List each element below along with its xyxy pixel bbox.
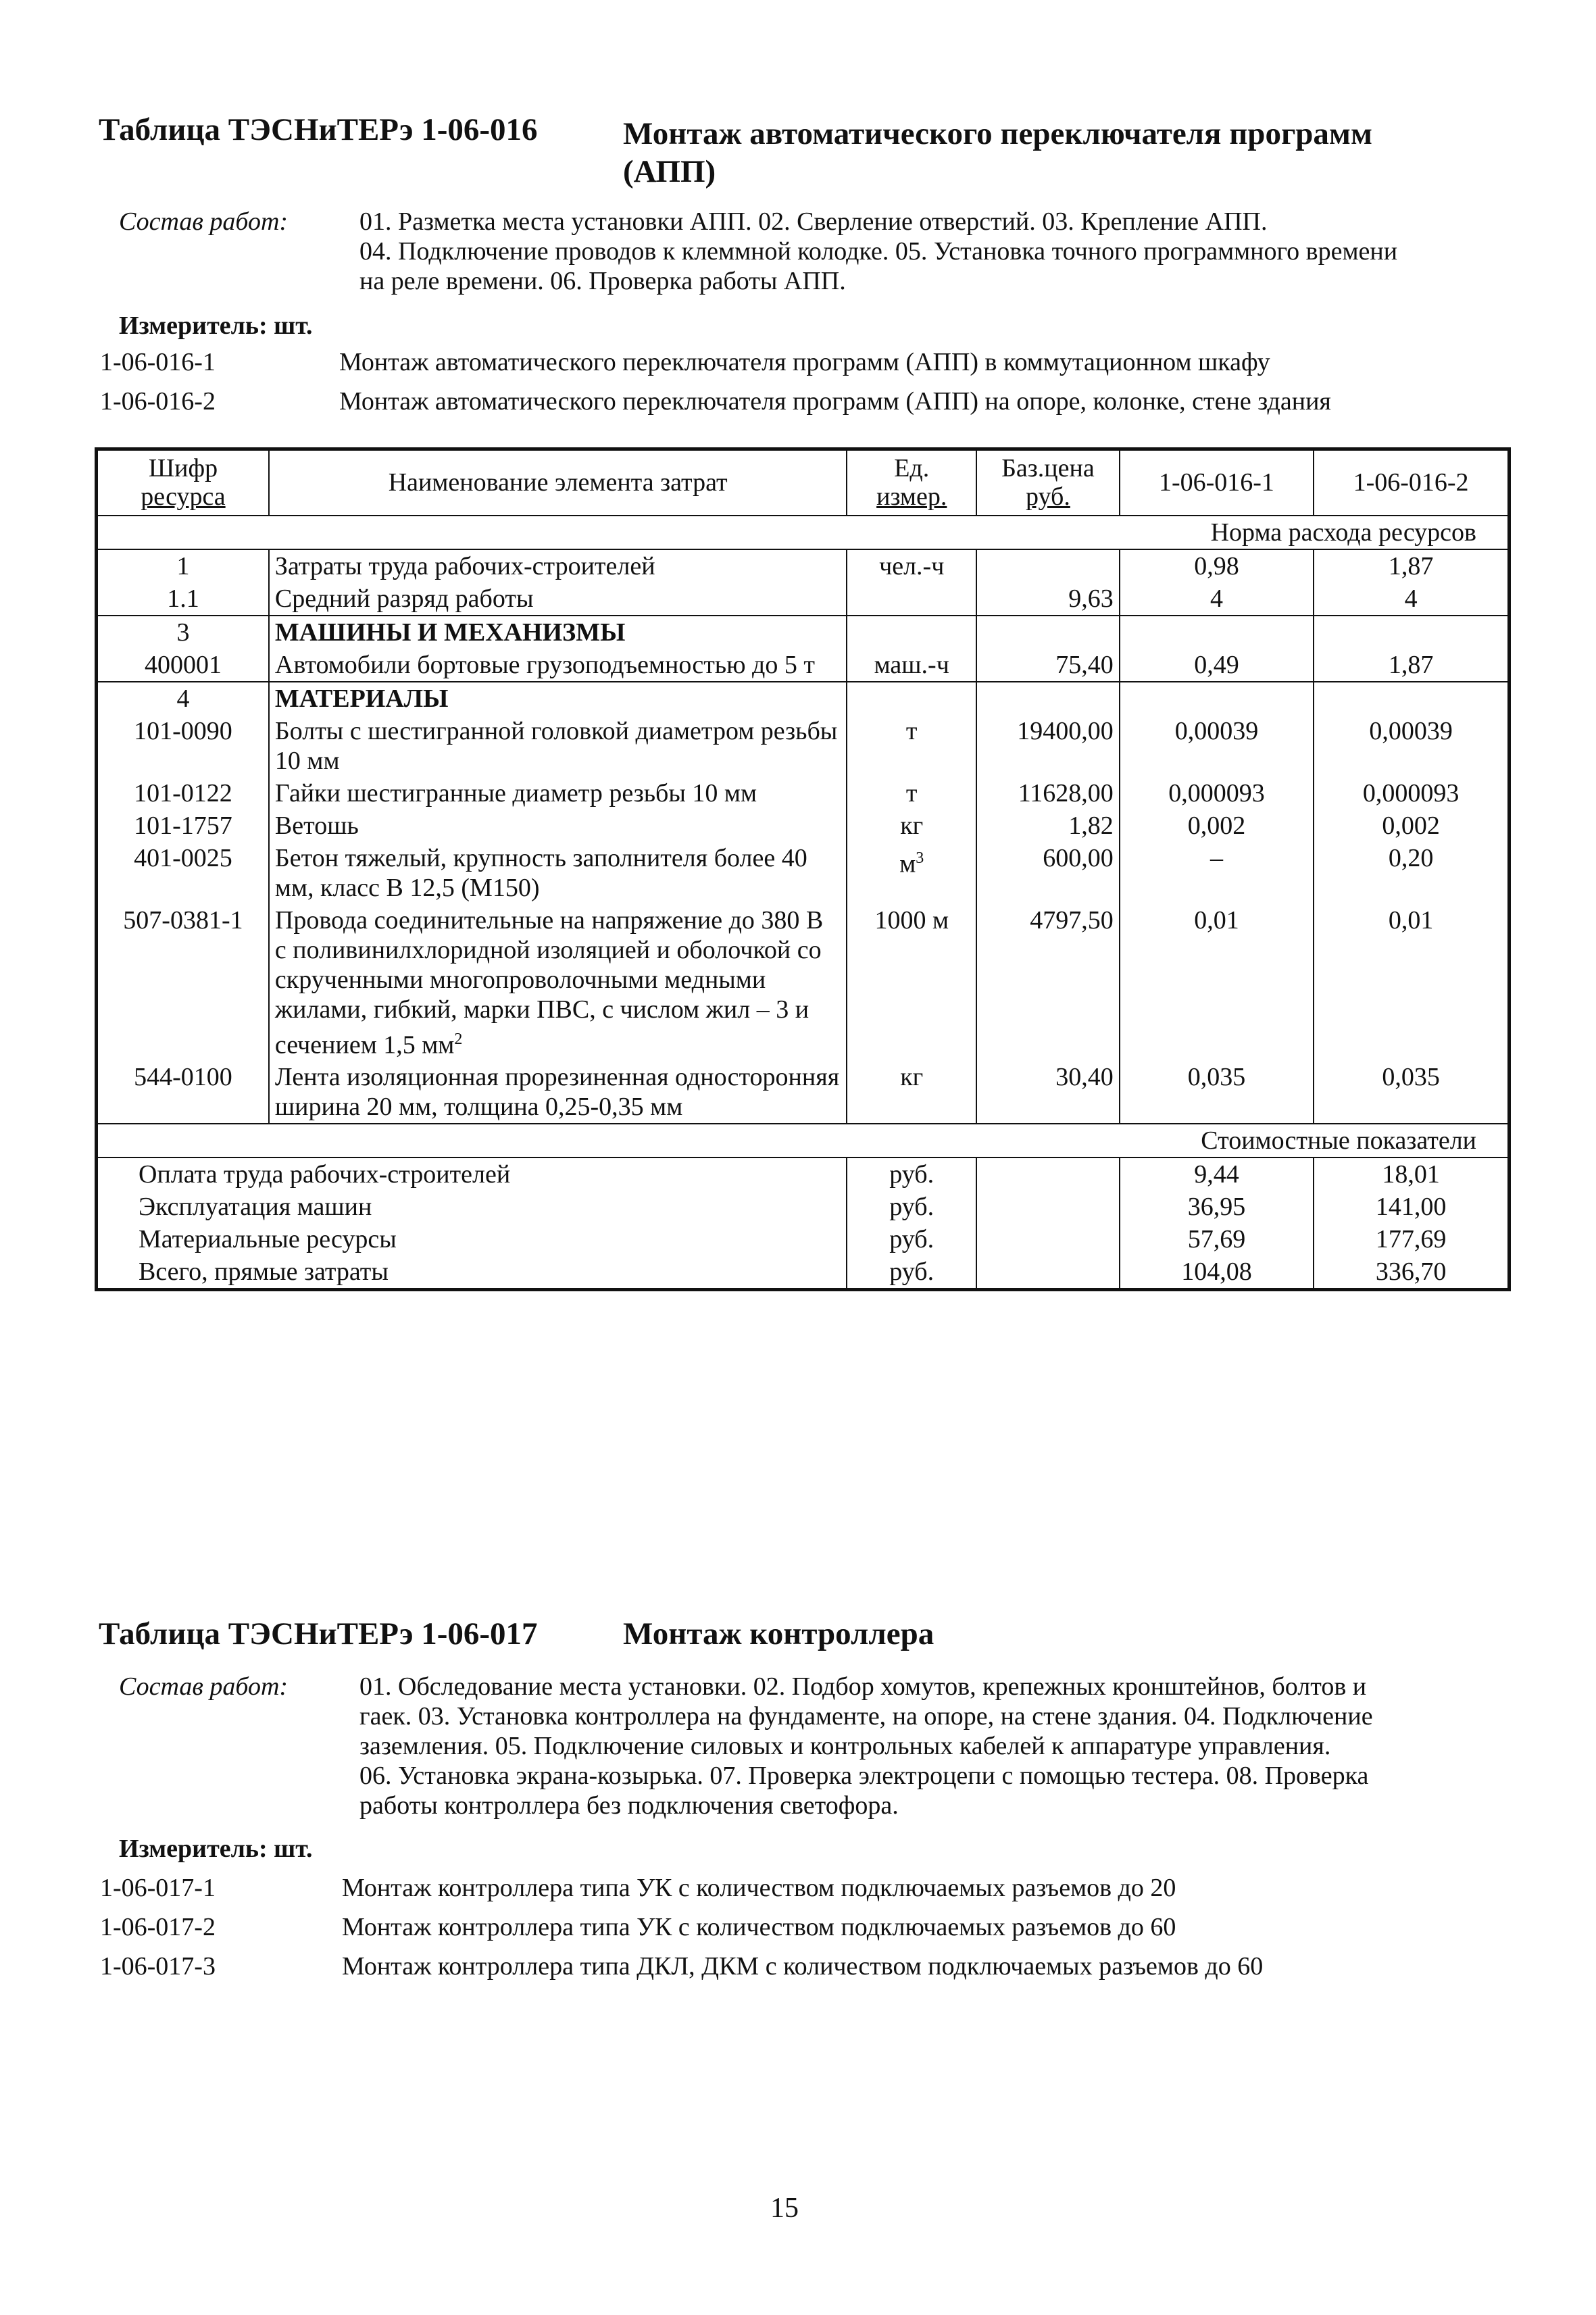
cell-code: 401-0025	[97, 842, 269, 904]
table-row	[97, 904, 1510, 1062]
cell-unit: маш.-ч	[847, 649, 976, 682]
cell-unit	[847, 842, 976, 904]
table-row	[97, 1061, 1510, 1124]
table-row	[97, 549, 1510, 582]
cell-code: 101-1757	[97, 810, 269, 842]
works-label: Состав работ:	[119, 207, 289, 236]
cost-price	[976, 1158, 1120, 1191]
header-name: Наименование элемента затрат	[269, 449, 847, 516]
resource-table	[95, 447, 1511, 1291]
cell-price: 19400,00	[976, 715, 1120, 777]
header-col1: 1-06-016-1	[1120, 449, 1314, 516]
cost-name: Материальные ресурсы	[97, 1223, 847, 1255]
table-row	[97, 616, 1510, 649]
cell-price: 75,40	[976, 649, 1120, 682]
norm-section-row	[97, 516, 1510, 549]
cell-price	[976, 616, 1120, 649]
table-row	[97, 582, 1510, 616]
cell-value-1: 0,01	[1120, 904, 1314, 1062]
cost-value-2: 141,00	[1314, 1191, 1509, 1223]
cell-value-2: 0,00039	[1314, 715, 1509, 777]
cell-name: МАШИНЫ И МЕХАНИЗМЫ	[269, 616, 847, 649]
header-price-line1: Баз.цена	[1001, 454, 1095, 483]
cost-price	[976, 1255, 1120, 1290]
item-description: Монтаж автоматического переключателя программ (АПП) на опоре, колонке, стене здания	[339, 387, 1331, 416]
cell-code: 101-0122	[97, 777, 269, 810]
header-unit	[847, 449, 976, 516]
measure-unit: Измеритель: шт.	[119, 312, 313, 340]
cell-code: 101-0090	[97, 715, 269, 777]
cost-unit: руб.	[847, 1223, 976, 1255]
cell-code: 1.1	[97, 582, 269, 616]
cell-value-2: 1,87	[1314, 549, 1509, 582]
cost-unit: руб.	[847, 1158, 976, 1191]
cell-price: 4797,50	[976, 904, 1120, 1062]
item-code: 1-06-017-2	[100, 1913, 216, 1941]
works-line: 04. Подключение проводов к клеммной колодке. 05. Установка точного программного времени	[359, 237, 1398, 266]
cost-section-label: Стоимостные показатели	[97, 1124, 1510, 1158]
cell-value-2: 0,002	[1314, 810, 1509, 842]
table-row	[97, 715, 1510, 777]
item-code: 1-06-016-2	[100, 387, 216, 416]
header-unit-line1: Ед.	[894, 454, 930, 483]
header-code-line1: Шифр	[148, 454, 218, 483]
item-description: Монтаж автоматического переключателя программ (АПП) в коммутационном шкафу	[339, 348, 1270, 376]
works-line: 01. Обследование места установки. 02. Подбор хомутов, крепежных кронштейнов, болтов и	[359, 1672, 1367, 1701]
cost-row	[97, 1191, 1510, 1223]
cost-row	[97, 1223, 1510, 1255]
cell-value-2	[1314, 616, 1509, 649]
name-text: Провода соединительные на напряжение до 380 В с поливинилхлоридной изоляцией и оболочкой со скрученными многопроволочными медными жилами, гибкий, марки ПВС, с числом жил – 3 и сечением 1,5 мм	[274, 905, 824, 1060]
cost-value-1: 57,69	[1120, 1223, 1314, 1255]
cost-price	[976, 1191, 1120, 1223]
page-number: 15	[770, 2193, 799, 2224]
table-title-code: Таблица ТЭСНиТЕРэ 1-06-016	[99, 112, 538, 147]
unit-superscript: 3	[916, 849, 924, 867]
cost-row	[97, 1255, 1510, 1290]
header-code-line2: ресурса	[141, 482, 226, 512]
works-line: заземления. 05. Подключение силовых и контрольных кабелей к аппаратуре управления.	[359, 1732, 1331, 1760]
cell-name: Автомобили бортовые грузоподъемностью до 5 т	[269, 649, 847, 682]
cell-price: 9,63	[976, 582, 1120, 616]
cost-value-2: 177,69	[1314, 1223, 1509, 1255]
works-line: работы контроллера без подключения светофора.	[359, 1791, 899, 1820]
cell-unit: кг	[847, 1061, 976, 1124]
cell-value-2: 4	[1314, 582, 1509, 616]
measure-unit: Измеритель: шт.	[119, 1835, 313, 1863]
cell-value-1: –	[1120, 842, 1314, 904]
header-price	[976, 449, 1120, 516]
cost-value-1: 104,08	[1120, 1255, 1314, 1290]
cell-code: 4	[97, 682, 269, 715]
cost-name: Всего, прямые затраты	[97, 1255, 847, 1290]
cell-name: Средний разряд работы	[269, 582, 847, 616]
cost-section-row	[97, 1124, 1510, 1158]
works-line: 06. Установка экрана-козырька. 07. Проверка электроцепи с помощью тестера. 08. Проверка	[359, 1762, 1369, 1790]
cell-price: 1,82	[976, 810, 1120, 842]
cell-value-1: 0,000093	[1120, 777, 1314, 810]
cell-unit: кг	[847, 810, 976, 842]
cell-unit	[847, 616, 976, 649]
header-col2: 1-06-016-2	[1314, 449, 1509, 516]
unit-text: м	[899, 849, 916, 878]
cell-value-2	[1314, 682, 1509, 715]
cell-value-1	[1120, 682, 1314, 715]
cell-code: 544-0100	[97, 1061, 269, 1124]
cell-name: Болты с шестигранной головкой диаметром резьбы 10 мм	[269, 715, 847, 777]
cell-price	[976, 682, 1120, 715]
cell-name: Бетон тяжелый, крупность заполнителя более 40 мм, класс В 12,5 (М150)	[269, 842, 847, 904]
cell-unit: т	[847, 777, 976, 810]
cell-value-1: 4	[1120, 582, 1314, 616]
works-label: Состав работ:	[119, 1672, 289, 1701]
table-title-code: Таблица ТЭСНиТЕРэ 1-06-017	[99, 1616, 538, 1651]
cell-unit	[847, 682, 976, 715]
cost-value-1: 36,95	[1120, 1191, 1314, 1223]
cell-value-2: 0,20	[1314, 842, 1509, 904]
cost-unit: руб.	[847, 1191, 976, 1223]
cell-value-1: 0,035	[1120, 1061, 1314, 1124]
table-row	[97, 649, 1510, 682]
table-title-text: Монтаж автоматического переключателя программ	[623, 116, 1372, 151]
works-line: 01. Разметка места установки АПП. 02. Сверление отверстий. 03. Крепление АПП.	[359, 207, 1268, 236]
item-code: 1-06-016-1	[100, 348, 216, 376]
cell-price: 11628,00	[976, 777, 1120, 810]
cell-code: 400001	[97, 649, 269, 682]
table-title-text: Монтаж контроллера	[623, 1616, 934, 1651]
table-row	[97, 842, 1510, 904]
cost-name: Оплата труда рабочих-строителей	[97, 1158, 847, 1191]
cell-price	[976, 549, 1120, 582]
item-description: Монтаж контроллера типа ДКЛ, ДКМ с количеством подключаемых разъемов до 60	[342, 1952, 1264, 1981]
item-code: 1-06-017-1	[100, 1874, 216, 1902]
cell-name: Ветошь	[269, 810, 847, 842]
cell-value-1	[1120, 616, 1314, 649]
cell-code: 3	[97, 616, 269, 649]
cost-value-1: 9,44	[1120, 1158, 1314, 1191]
works-line: гаек. 03. Установка контроллера на фундаменте, на опоре, на стене здания. 04. Подключение	[359, 1702, 1373, 1731]
table-row	[97, 682, 1510, 715]
cell-unit	[847, 582, 976, 616]
item-description: Монтаж контроллера типа УК с количеством подключаемых разъемов до 20	[342, 1874, 1176, 1902]
cell-price: 600,00	[976, 842, 1120, 904]
name-superscript: 2	[454, 1030, 463, 1048]
works-line: на реле времени. 06. Проверка работы АПП.	[359, 267, 846, 295]
cell-value-2: 0,01	[1314, 904, 1509, 1062]
cell-value-1: 0,98	[1120, 549, 1314, 582]
cost-value-2: 18,01	[1314, 1158, 1509, 1191]
works-description	[359, 1672, 1508, 1820]
table-title-text-line2: (АПП)	[623, 154, 716, 189]
cost-row	[97, 1158, 1510, 1191]
cost-name: Эксплуатация машин	[97, 1191, 847, 1223]
cell-unit: 1000 м	[847, 904, 976, 1062]
header-unit-line2: измер.	[876, 482, 947, 512]
table-row	[97, 810, 1510, 842]
cell-name: Лента изоляционная прорезиненная односторонняя ширина 20 мм, толщина 0,25-0,35 мм	[269, 1061, 847, 1124]
cell-value-2: 0,035	[1314, 1061, 1509, 1124]
item-description: Монтаж контроллера типа УК с количеством подключаемых разъемов до 60	[342, 1913, 1176, 1941]
item-code: 1-06-017-3	[100, 1952, 216, 1981]
cell-unit: т	[847, 715, 976, 777]
cell-name: Затраты труда рабочих-строителей	[269, 549, 847, 582]
cell-value-1: 0,00039	[1120, 715, 1314, 777]
table-header-row	[97, 449, 1510, 516]
header-code	[97, 449, 269, 516]
table-row	[97, 777, 1510, 810]
cell-code: 1	[97, 549, 269, 582]
cell-name	[269, 904, 847, 1062]
cell-name: МАТЕРИАЛЫ	[269, 682, 847, 715]
cell-value-1: 0,002	[1120, 810, 1314, 842]
header-price-line2: руб.	[1025, 482, 1070, 512]
cost-price	[976, 1223, 1120, 1255]
cell-price: 30,40	[976, 1061, 1120, 1124]
cost-value-2: 336,70	[1314, 1255, 1509, 1290]
cell-value-2: 1,87	[1314, 649, 1509, 682]
norm-section-label: Норма расхода ресурсов	[97, 516, 1510, 549]
cell-code: 507-0381-1	[97, 904, 269, 1062]
cell-value-2: 0,000093	[1314, 777, 1509, 810]
cell-value-1: 0,49	[1120, 649, 1314, 682]
cell-name: Гайки шестигранные диаметр резьбы 10 мм	[269, 777, 847, 810]
cell-unit: чел.-ч	[847, 549, 976, 582]
cost-unit: руб.	[847, 1255, 976, 1290]
works-description	[359, 207, 1508, 296]
